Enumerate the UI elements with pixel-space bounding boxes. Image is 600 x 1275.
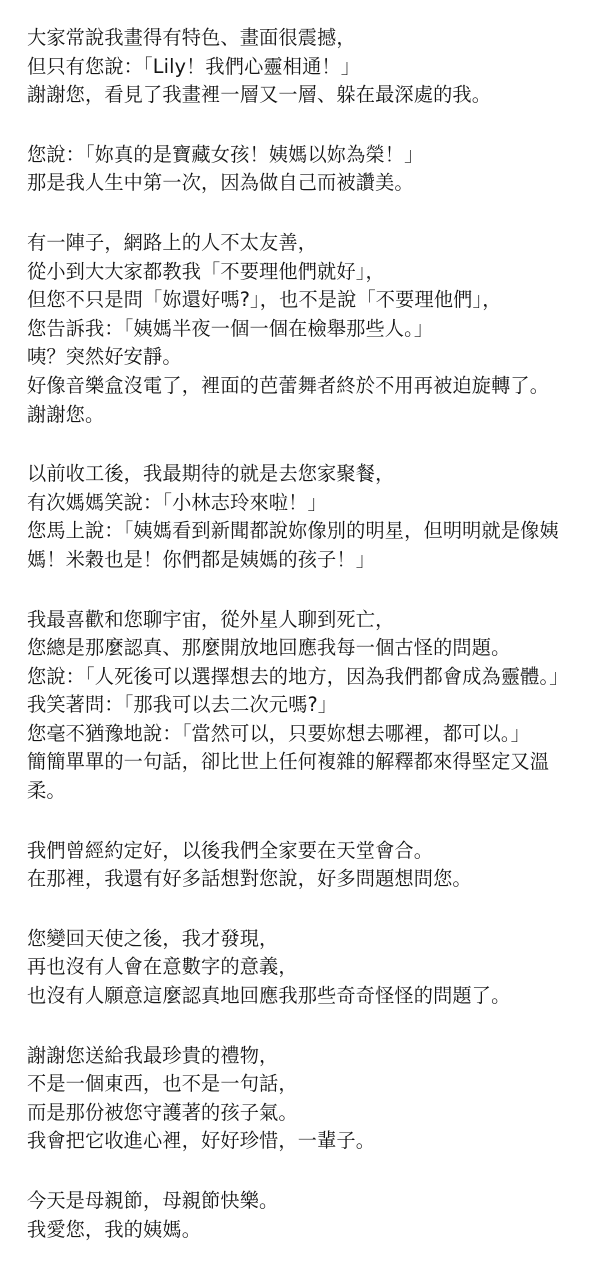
paragraph-9 — [27, 1187, 583, 1244]
text-line: 有一陣子，網路上的人不太友善， — [27, 230, 318, 254]
text-line: 謝謝您送給我最珍貴的禮物， — [27, 1043, 279, 1067]
text-line: 也沒有人願意這麼認真地回應我那些奇奇怪怪的問題了。 — [27, 984, 511, 1008]
text-line: 我笑著問：「那我可以去二次元嗎?」 — [27, 693, 338, 717]
text-line: 在那裡，我還有好多話想對您說，好多問題想問您。 — [27, 867, 472, 891]
text-line: 謝謝您。 — [27, 402, 105, 426]
text-line: 您說：「人死後可以選擇想去的地方，因為我們都會成為靈體。」 — [27, 664, 569, 688]
paragraph-6 — [27, 837, 583, 894]
text-line: 而是那份被您守護著的孩子氣。 — [27, 1100, 298, 1124]
text-line: 您變回天使之後，我才發現， — [27, 926, 279, 950]
text-line: 咦？突然好安靜。 — [27, 345, 182, 369]
text-line: 不是一個東西，也不是一句話， — [27, 1072, 298, 1096]
text-line: 有次媽媽笑說：「小林志玲來啦！」 — [27, 490, 327, 514]
text-line: 大家常說我畫得有特色、畫面很震撼， — [27, 26, 356, 49]
text-line: 好像音樂盒沒電了，裡面的芭蕾舞者終於不用再被迫旋轉了。 — [27, 373, 550, 397]
text-line: 那是我人生中第一次，因為做自己而被讚美。 — [27, 171, 414, 195]
text-line: 您馬上說：「姨媽看到新聞都說妳像別的明星，但明明就是像姨媽！米穀也是！你們都是姨媽的孩子！」 — [27, 519, 559, 571]
text-line: 我愛您，我的姨媽。 — [27, 1217, 202, 1241]
paragraph-2 — [27, 141, 583, 198]
paragraph-8 — [27, 1042, 583, 1156]
text-line: 但您不只是問「妳還好嗎?」，也不是說「不要理他們」， — [27, 288, 502, 312]
text-line: 再也沒有人會在意數字的意義， — [27, 955, 298, 979]
text-line: 您毫不猶豫地說：「當然可以，只要妳想去哪裡，都可以。」 — [27, 721, 530, 745]
text-line: 謝謝您，看見了我畫裡一層又一層、躲在最深處的我。 — [27, 83, 492, 107]
text-line: 我會把它收進心裡，好好珍惜，一輩子。 — [27, 1129, 376, 1153]
paragraph-3 — [27, 229, 583, 429]
text-line: 今天是母親節，母親節快樂。 — [27, 1189, 279, 1212]
paragraph-1 — [27, 24, 583, 110]
text-line: 您告訴我：「姨媽半夜一個一個在檢舉那些人。」 — [27, 316, 434, 340]
text-line: 我們曾經約定好，以後我們全家要在天堂會合。 — [27, 838, 434, 862]
text-line: 簡簡單單的一句話，卻比世上任何複雜的解釋都來得堅定又溫柔。 — [27, 750, 550, 803]
paragraph-7 — [27, 925, 583, 1011]
letter-document — [27, 24, 583, 1275]
text-line: 從小到大大家都教我「不要理他們就好」， — [27, 259, 385, 283]
paragraph-5 — [27, 606, 583, 806]
text-line: 您說：「妳真的是寶藏女孩！姨媽以妳為榮！」 — [27, 142, 424, 166]
text-line: 但只有您說：「Lily！我們心靈相通！」 — [27, 54, 361, 78]
paragraph-4 — [27, 460, 583, 574]
text-line: 以前收工後，我最期待的就是去您家聚餐， — [27, 462, 395, 486]
text-line: 您總是那麼認真、那麼開放地回應我每一個古怪的問題。 — [27, 636, 511, 660]
text-line: 我最喜歡和您聊宇宙，從外星人聊到死亡， — [27, 607, 395, 631]
